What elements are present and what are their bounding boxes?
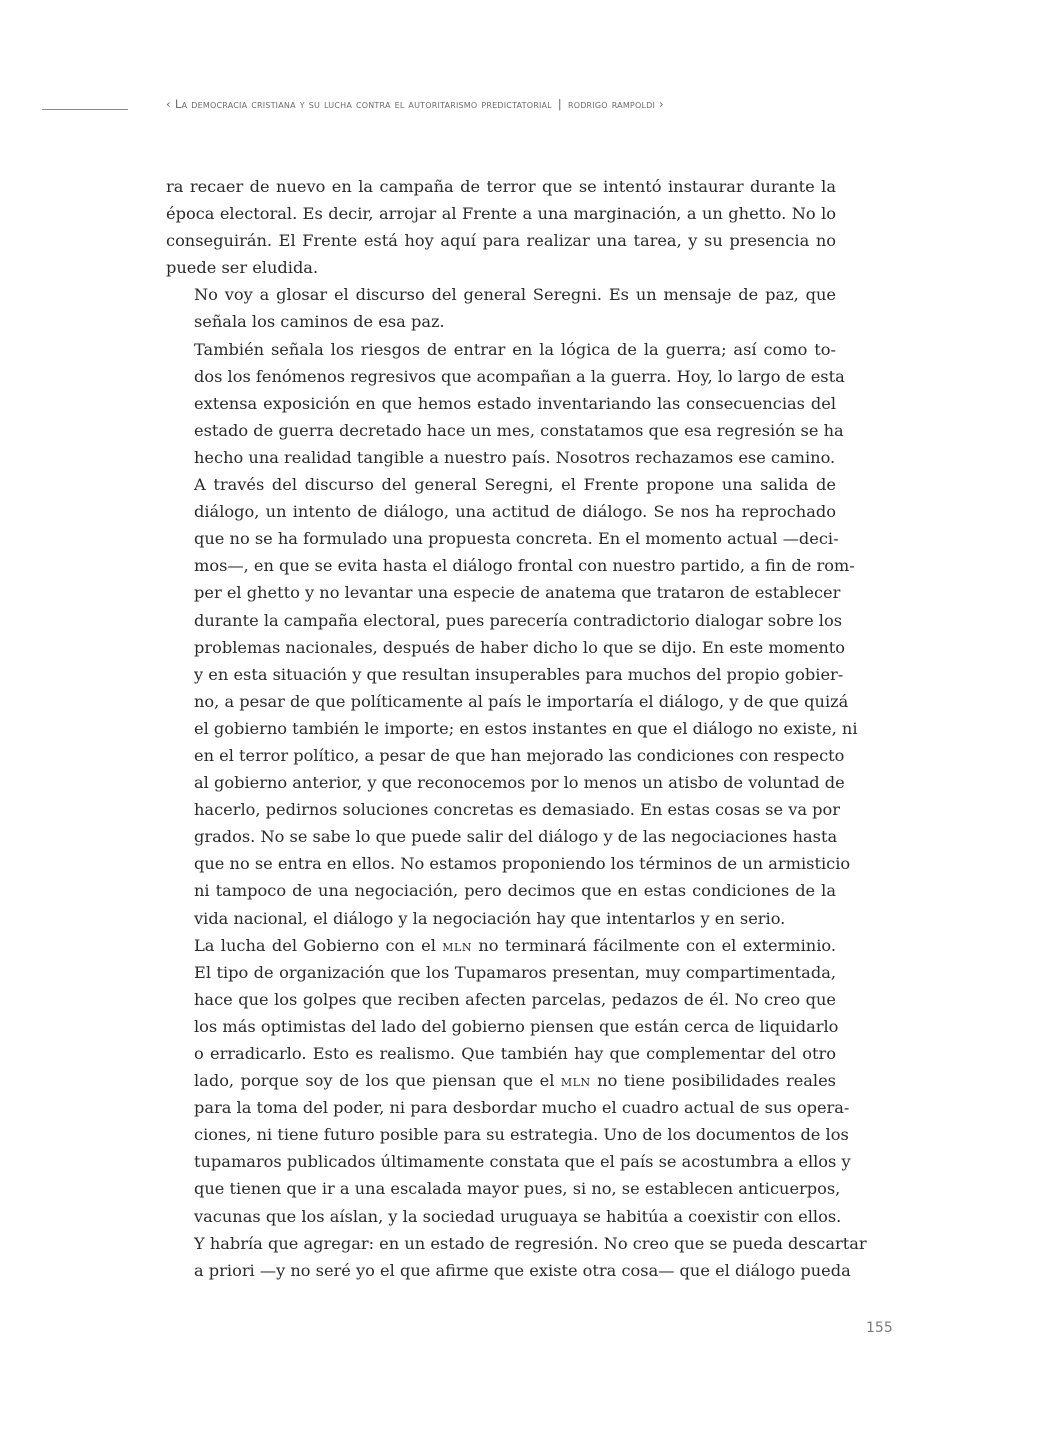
text-line: en el terror político, a pesar de que han mejorado las condiciones con respecto: [194, 745, 845, 765]
text-line: los más optimistas del lado del gobierno piensen que están cerca de liquidarlo: [194, 1016, 839, 1036]
text-line: ciones, ni tiene futuro posible para su estrategia. Uno de los documentos de los: [194, 1125, 849, 1145]
text-line: grados. No se sabe lo que puede salir del diálogo y de las negociaciones hasta: [194, 827, 838, 847]
text-line: vacunas que los aíslan, y la sociedad uruguaya se habitúa a coexistir con ellos.: [194, 1206, 842, 1226]
text-line: no, a pesar de que políticamente al país le importaría el diálogo, y de que quizá: [194, 691, 849, 711]
text-line: hace que los golpes que reciben afecten parcelas, pedazos de él. No creo que: [194, 989, 836, 1009]
text-line: época electoral. Es decir, arrojar al Frente a una marginación, a un ghetto. No lo: [166, 204, 836, 224]
body-text: [166, 173, 867, 1284]
paragraph: [166, 336, 845, 471]
text-line: al gobierno anterior, y que reconocemos por lo menos un atisbo de voluntad de: [194, 773, 845, 793]
paragraph: [166, 471, 858, 932]
text-line: El tipo de organización que los Tupamaros presentan, muy compartimentada,: [194, 962, 836, 982]
text-line: para la toma del poder, ni para desbordar mucho el cuadro actual de sus opera-: [194, 1098, 850, 1118]
paragraph: [166, 281, 836, 335]
text-line: que no se ha formulado una propuesta concreta. En el momento actual —deci-: [194, 529, 839, 549]
text-line: dos los fenómenos regresivos que acompañan a la guerra. Hoy, lo largo de esta: [194, 366, 845, 386]
text-line: el gobierno también le importe; en estos instantes en que el diálogo no existe, ni: [194, 718, 858, 738]
text-line: mos—, en que se evita hasta el diálogo frontal con nuestro partido, a fin de rom-: [194, 556, 855, 576]
paragraph: [166, 173, 836, 281]
text-line: puede ser eludida.: [166, 258, 319, 278]
text-line: que tienen que ir a una escalada mayor pues, si no, se establecen anticuerpos,: [194, 1179, 841, 1199]
text-line: per el ghetto y no levantar una especie de anatema que trataron de establecer: [194, 583, 841, 603]
text-line: vida nacional, el diálogo y la negociación hay que intentarlos y en serio.: [194, 908, 786, 928]
text-line: No voy a glosar el discurso del general Seregni. Es un mensaje de paz, que: [194, 285, 836, 305]
text-line: ra recaer de nuevo en la campaña de terror que se intentó instaurar durante la: [166, 177, 836, 196]
text-line: problemas nacionales, después de haber dicho lo que se dijo. En este momento: [194, 637, 846, 657]
text-line: a priori —y no seré yo el que afirme que existe otra cosa— que el diálogo pueda: [194, 1260, 851, 1280]
text-line: y en esta situación y que resultan insuperables para muchos del propio gobier-: [194, 664, 844, 684]
text-line: señala los caminos de esa paz.: [194, 312, 445, 332]
page-number: 155: [866, 1320, 893, 1336]
header-rule: [42, 109, 128, 110]
paragraph: [166, 932, 867, 1284]
text-line: diálogo, un intento de diálogo, una actitud de diálogo. Se nos ha reprochado: [194, 502, 836, 522]
text-line: hecho una realidad tangible a nuestro país. Nosotros rechazamos ese camino.: [194, 447, 836, 467]
text-line: estado de guerra decretado hace un mes, constatamos que esa regresión se ha: [194, 420, 844, 440]
text-line: extensa exposición en que hemos estado inventariando las consecuencias del: [194, 393, 836, 413]
text-line: tupamaros publicados últimamente constata que el país se acostumbra a ellos y: [194, 1152, 851, 1172]
text-line: que no se entra en ellos. No estamos proponiendo los términos de un armisticio: [194, 854, 851, 874]
text-line: durante la campaña electoral, pues parecería contradictorio dialogar sobre los: [194, 610, 843, 630]
running-head: [166, 97, 866, 111]
running-head-author: rodrigo rampoldi ›: [567, 97, 664, 111]
text-line: hacerlo, pedirnos soluciones concretas es demasiado. En estas cosas se va por: [194, 800, 840, 820]
running-head-separator: |: [557, 97, 562, 111]
text-line: Y habría que agregar: en un estado de regresión. No creo que se pueda descartar: [194, 1233, 867, 1253]
text-line: A través del discurso del general Seregni, el Frente propone una salida de: [194, 475, 836, 495]
text-line: conseguirán. El Frente está hoy aquí para realizar una tarea, y su presencia no: [166, 231, 836, 251]
text-line: o erradicarlo. Esto es realismo. Que también hay que complementar del otro: [194, 1044, 836, 1063]
running-head-title: ‹ La democracia cristiana y su lucha contra el autoritarismo predictatorial: [166, 97, 552, 111]
text-line: También señala los riesgos de entrar en la lógica de la guerra; así como to-: [194, 339, 836, 359]
text-line: La lucha del Gobierno con el mln no terminará fácilmente con el exterminio.: [194, 935, 837, 955]
text-line: lado, porque soy de los que piensan que el mln no tiene posibilidades reales: [194, 1071, 836, 1091]
text-line: ni tampoco de una negociación, pero decimos que en estas condiciones de la: [194, 881, 836, 901]
